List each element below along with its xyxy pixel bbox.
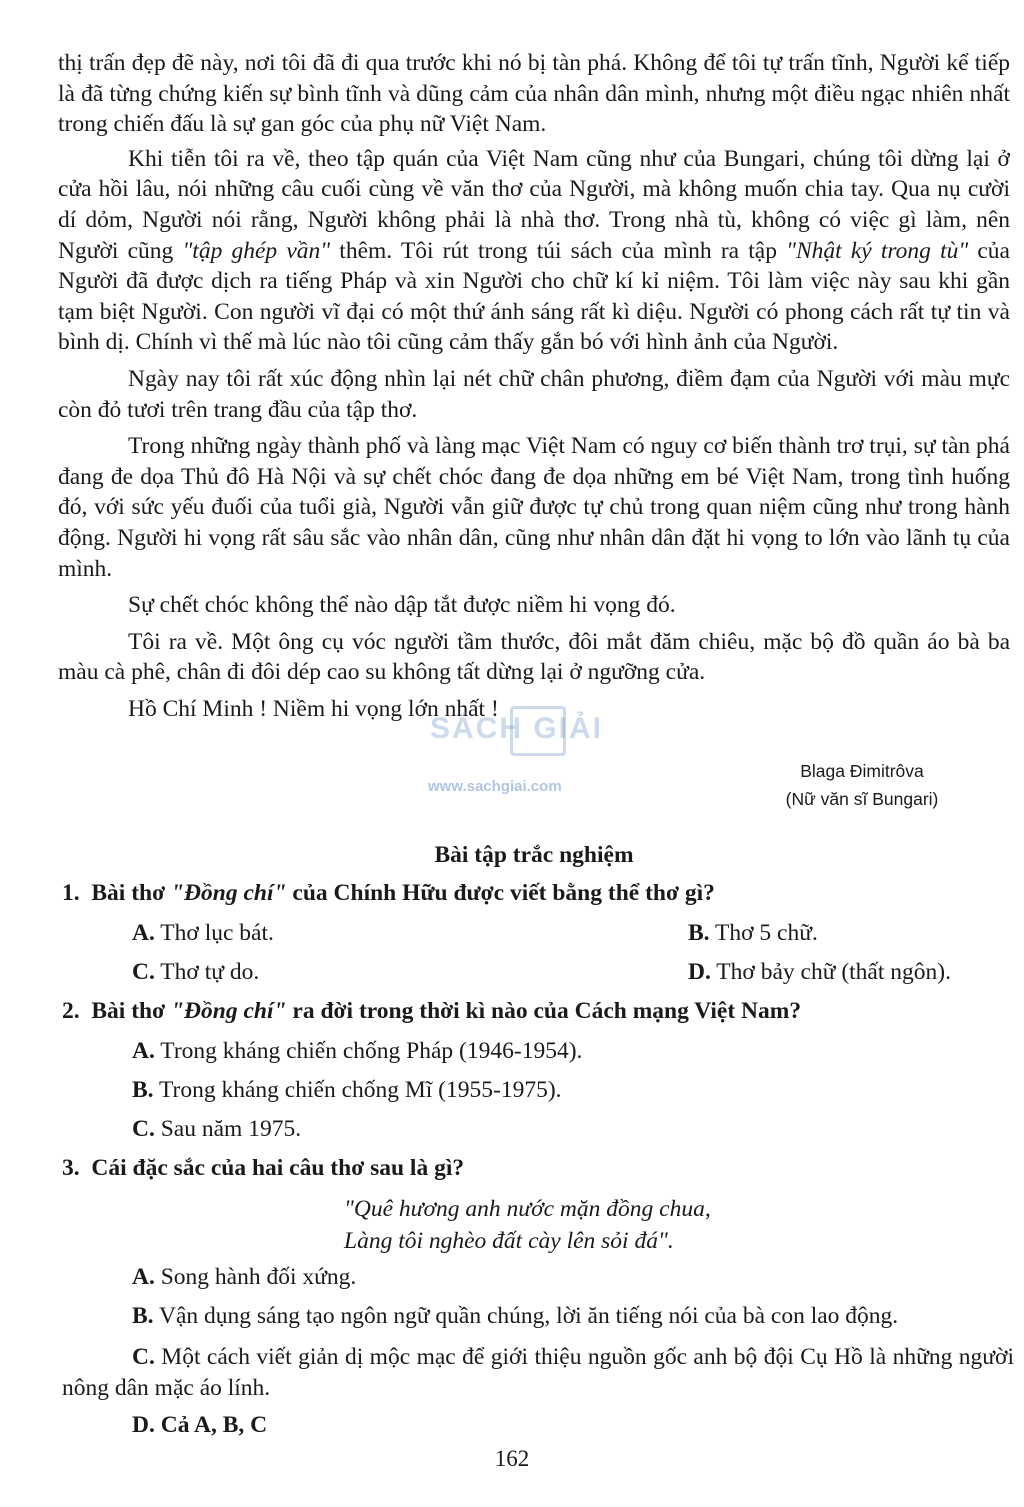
q1-option-b bbox=[688, 920, 818, 947]
paragraph-2-text-b: thêm. Tôi rút trong túi sách của mình ra tập bbox=[330, 237, 787, 264]
q1-option-b-key: B. bbox=[688, 920, 710, 946]
poem-line-2: Làng tôi nghèo đất cày lên sỏi đá". bbox=[344, 1228, 674, 1254]
question-1-number: 1. bbox=[62, 880, 80, 906]
q3-option-a bbox=[132, 1264, 356, 1291]
q3-option-a-key: A. bbox=[132, 1264, 155, 1290]
q1-option-a-text: Thơ lục bát. bbox=[154, 920, 274, 946]
q2-option-a-text: Trong kháng chiến chống Pháp (1946-1954). bbox=[154, 1038, 583, 1064]
page-number: 162 bbox=[494, 1446, 530, 1471]
q3-option-c-text: Một cách viết giản dị mộc mạc để giới thiệu nguồn gốc anh bộ đội Cụ Hồ là những người nông dân mặc áo lính. bbox=[62, 1344, 1014, 1401]
question-1 bbox=[62, 880, 715, 907]
q3-option-b-key: B. bbox=[132, 1303, 154, 1329]
paragraph-6: Tôi ra về. Một ông cụ vóc người tầm thước, đôi mắt đăm chiêu, mặc bộ đồ quần áo bà ba màu cà phê, chân đi đôi dép cao su không tất dừng lại ở ngưỡng cửa. bbox=[58, 628, 1010, 686]
q1-option-c bbox=[132, 959, 259, 986]
q1-option-d-text: Thơ bảy chữ (thất ngôn). bbox=[710, 959, 951, 985]
q2-option-a bbox=[132, 1038, 582, 1065]
article-body bbox=[58, 48, 1010, 724]
paragraph-2 bbox=[58, 144, 1010, 358]
q2-option-a-key: A. bbox=[132, 1038, 155, 1064]
q2-option-c-text: Sau năm 1975. bbox=[154, 1116, 302, 1142]
q1-option-b-text: Thơ 5 chữ. bbox=[709, 920, 818, 946]
q1-option-c-key: C. bbox=[132, 959, 155, 985]
paragraph-2-text: Khi tiễn tôi ra về, theo tập quán của Việt Nam cũng như của Bungari, chúng tôi dừng lại ở cửa hồi lâu, nói những câu cuối cùng về văn thơ của Người, mà không muốn chia tay. Qua nụ cười dí dỏm, Người nói rằng, Người không phải là nhà thơ. Trong nhà tù, không có việc gì làm, nên Người cũng bbox=[58, 145, 1010, 264]
signature-name: Blaga Đimitrôva bbox=[800, 761, 924, 781]
q2-option-b-key: B. bbox=[132, 1077, 154, 1103]
q3-option-c-key: C. bbox=[132, 1344, 155, 1370]
signature-note: (Nữ văn sĩ Bungari) bbox=[785, 789, 939, 809]
q3-option-d bbox=[132, 1412, 267, 1439]
paragraph-2-text-c: của Người đã được dịch ra tiếng Pháp và xin Người cho chữ kí kỉ niệm. Tôi làm việc này sau khi gần tạm biệt Người. Con người vĩ đại có một thứ ánh sáng rất kì diệu. Người có phong cách rất tự tin và bình dị. Chính vì thế mà lúc nào tôi cũng cảm thấy gắn bó với hình ảnh của Người. bbox=[58, 237, 1010, 356]
q1-option-d-key: D. bbox=[688, 959, 711, 985]
poem-line-1: "Quê hương anh nước mặn đồng chua, bbox=[344, 1196, 711, 1222]
watermark-logo: SÁCH GIẢI bbox=[430, 712, 604, 745]
q1-option-a bbox=[132, 920, 274, 947]
paragraph-3: Ngày nay tôi rất xúc động nhìn lại nét chữ chân phương, điềm đạm của Người với màu mực còn đỏ tươi trên trang đầu của tập thơ. bbox=[58, 365, 1010, 423]
paragraph-2-quote-nhat-ky: "Nhật ký trong tù" bbox=[786, 237, 969, 264]
paragraph-5: Sự chết chóc không thể nào dập tắt được niềm hi vọng đó. bbox=[128, 592, 676, 619]
q3-option-a-text: Song hành đối xứng. bbox=[154, 1264, 357, 1290]
question-2-pre: Bài thơ bbox=[91, 998, 171, 1024]
q2-option-b-text: Trong kháng chiến chống Mĩ (1955-1975). bbox=[153, 1077, 562, 1103]
q1-option-d bbox=[688, 959, 951, 986]
q3-option-d-key: D. bbox=[132, 1412, 155, 1438]
question-1-pre: Bài thơ bbox=[91, 880, 171, 906]
q2-option-c-key: C. bbox=[132, 1116, 155, 1142]
q3-option-b-text: Vận dụng sáng tạo ngôn ngữ quần chúng, lời ăn tiếng nói của bà con lao động. bbox=[153, 1303, 899, 1329]
question-3 bbox=[62, 1155, 464, 1182]
q1-option-c-text: Thơ tự do. bbox=[154, 959, 260, 985]
question-1-post: của Chính Hữu được viết bằng thể thơ gì? bbox=[286, 880, 715, 906]
question-3-number: 3. bbox=[62, 1155, 80, 1181]
section-title: Bài tập trắc nghiệm bbox=[434, 842, 634, 868]
q3-option-b bbox=[132, 1303, 898, 1330]
question-2-title: "Đồng chí" bbox=[171, 998, 287, 1024]
q1-option-a-key: A. bbox=[132, 920, 155, 946]
q3-option-d-text: Cả A, B, C bbox=[154, 1412, 268, 1438]
paragraph-7: Hồ Chí Minh ! Niềm hi vọng lớn nhất ! bbox=[128, 695, 499, 722]
question-2-post: ra đời trong thời kì nào của Cách mạng Việt Nam? bbox=[286, 998, 802, 1024]
question-2 bbox=[62, 998, 801, 1025]
watermark bbox=[410, 712, 630, 804]
watermark-url: www.sachgiai.com bbox=[428, 778, 562, 795]
q2-option-c bbox=[132, 1116, 301, 1143]
q3-option-c bbox=[62, 1342, 1014, 1403]
paragraph-1: thị trấn đẹp đẽ này, nơi tôi đã đi qua trước khi nó bị tàn phá. Không để tôi tự trấn tĩnh, Người kể tiếp là đã từng chứng kiến sự bình tĩnh và dũng cảm của nhân dân mình, nhưng một điều ngạc nhiên nhất trong chiến đấu là sự gan góc của phụ nữ Việt Nam. bbox=[58, 50, 1010, 138]
paragraph-4: Trong những ngày thành phố và làng mạc Việt Nam có nguy cơ biến thành trơ trụi, sự tàn phá đang đe dọa Thủ đô Hà Nội và sự chết chóc đang đe dọa những em bé Việt Nam, trong tình huống đó, với sức yếu đuối của tuổi già, Người vẫn giữ được tự chủ trong quan niệm cũng như trong hành động. Người hi vọng rất sâu sắc vào nhân dân, cũng như nhân dân đặt hi vọng to lớn vào lãnh tụ của mình. bbox=[58, 433, 1010, 582]
question-3-text: Cái đặc sắc của hai câu thơ sau là gì? bbox=[91, 1155, 465, 1181]
q2-option-b bbox=[132, 1077, 562, 1104]
question-1-title: "Đồng chí" bbox=[171, 880, 287, 906]
question-2-number: 2. bbox=[62, 998, 80, 1024]
paragraph-2-quote-tap-ghep-van: "tập ghép vần" bbox=[182, 237, 331, 264]
poem-quote bbox=[344, 1193, 711, 1257]
